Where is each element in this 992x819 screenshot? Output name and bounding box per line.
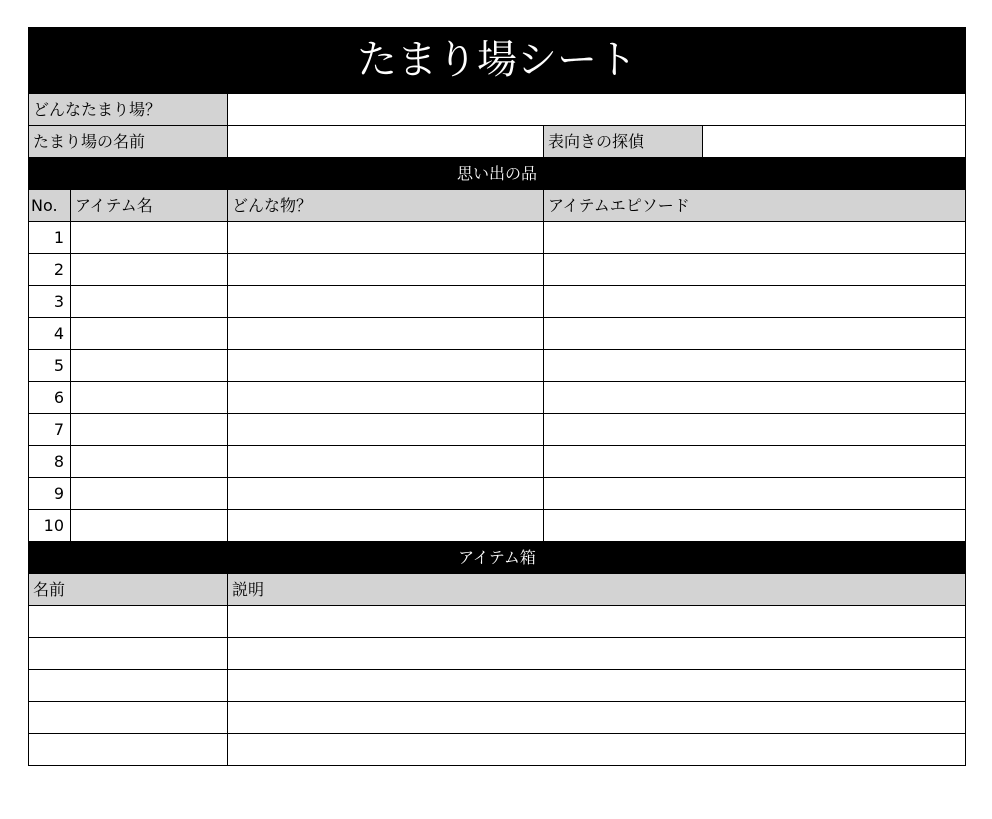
sheet-title: たまり場シート — [29, 28, 966, 94]
row-number: 5 — [29, 350, 71, 382]
item-box-row — [29, 670, 966, 702]
item-box-section-title: アイテム箱 — [29, 542, 966, 574]
item-kind-cell[interactable] — [228, 414, 544, 446]
memory-row — [29, 414, 966, 446]
item-kind-cell[interactable] — [228, 318, 544, 350]
item-name-cell[interactable] — [71, 446, 228, 478]
item-episode-cell[interactable] — [544, 414, 966, 446]
memory-row — [29, 446, 966, 478]
kind-label: どんなたまり場？ — [29, 94, 228, 126]
item-episode-cell[interactable] — [544, 382, 966, 414]
box-name-header: 名前 — [29, 574, 228, 606]
memories-section-title: 思い出の品 — [29, 158, 966, 190]
name-value-cell[interactable] — [228, 126, 544, 158]
item-name-cell[interactable] — [71, 510, 228, 542]
kind-value-cell[interactable] — [228, 94, 966, 126]
row-number: 10 — [29, 510, 71, 542]
box-name-cell[interactable] — [29, 734, 228, 766]
item-name-header: アイテム名 — [71, 190, 228, 222]
item-episode-cell[interactable] — [544, 350, 966, 382]
row-number: 6 — [29, 382, 71, 414]
item-name-cell[interactable] — [71, 478, 228, 510]
box-desc-cell[interactable] — [228, 702, 966, 734]
item-name-cell[interactable] — [71, 382, 228, 414]
item-episode-cell[interactable] — [544, 254, 966, 286]
box-name-cell[interactable] — [29, 638, 228, 670]
box-desc-cell[interactable] — [228, 638, 966, 670]
memory-row — [29, 350, 966, 382]
item-kind-cell[interactable] — [228, 510, 544, 542]
item-name-cell[interactable] — [71, 350, 228, 382]
item-name-cell[interactable] — [71, 318, 228, 350]
item-box-row — [29, 606, 966, 638]
box-name-cell[interactable] — [29, 670, 228, 702]
item-kind-header: どんな物？ — [228, 190, 544, 222]
item-episode-cell[interactable] — [544, 318, 966, 350]
memory-row — [29, 510, 966, 542]
item-name-cell[interactable] — [71, 286, 228, 318]
row-number: 4 — [29, 318, 71, 350]
memory-row — [29, 318, 966, 350]
item-box-row — [29, 702, 966, 734]
memory-row — [29, 382, 966, 414]
item-box-row — [29, 638, 966, 670]
box-name-cell[interactable] — [29, 702, 228, 734]
item-episode-cell[interactable] — [544, 510, 966, 542]
row-number: 2 — [29, 254, 71, 286]
memory-row — [29, 286, 966, 318]
box-desc-cell[interactable] — [228, 670, 966, 702]
no-header: No. — [29, 190, 71, 222]
item-name-cell[interactable] — [71, 222, 228, 254]
item-kind-cell[interactable] — [228, 382, 544, 414]
item-episode-header: アイテムエピソード — [544, 190, 966, 222]
row-number: 9 — [29, 478, 71, 510]
item-episode-cell[interactable] — [544, 222, 966, 254]
item-kind-cell[interactable] — [228, 222, 544, 254]
row-number: 7 — [29, 414, 71, 446]
item-kind-cell[interactable] — [228, 478, 544, 510]
box-name-cell[interactable] — [29, 606, 228, 638]
tamariba-sheet — [28, 27, 966, 766]
item-box-row — [29, 734, 966, 766]
row-number: 1 — [29, 222, 71, 254]
item-kind-cell[interactable] — [228, 350, 544, 382]
detective-label: 表向きの探偵 — [544, 126, 703, 158]
box-desc-cell[interactable] — [228, 734, 966, 766]
box-desc-header: 説明 — [228, 574, 966, 606]
detective-value-cell[interactable] — [703, 126, 966, 158]
item-kind-cell[interactable] — [228, 446, 544, 478]
item-name-cell[interactable] — [71, 414, 228, 446]
row-number: 8 — [29, 446, 71, 478]
box-desc-cell[interactable] — [228, 606, 966, 638]
memory-row — [29, 478, 966, 510]
item-name-cell[interactable] — [71, 254, 228, 286]
name-label: たまり場の名前 — [29, 126, 228, 158]
item-kind-cell[interactable] — [228, 254, 544, 286]
item-episode-cell[interactable] — [544, 446, 966, 478]
item-episode-cell[interactable] — [544, 286, 966, 318]
memory-row — [29, 254, 966, 286]
row-number: 3 — [29, 286, 71, 318]
item-kind-cell[interactable] — [228, 286, 544, 318]
item-episode-cell[interactable] — [544, 478, 966, 510]
memory-row — [29, 222, 966, 254]
